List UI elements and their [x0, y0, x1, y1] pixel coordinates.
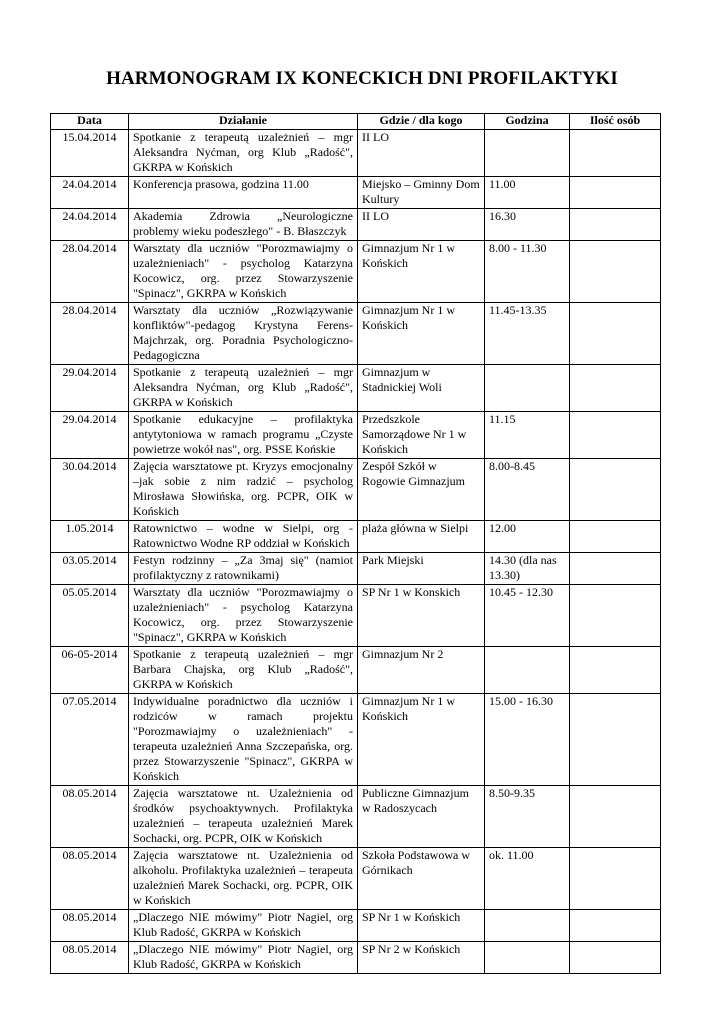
cell-where: Miejsko – Gminny Dom Kultury [358, 177, 485, 209]
cell-action: Ratownictwo – wodne w Sielpi, org - Ratownictwo Wodne RP oddział w Końskich [129, 521, 358, 553]
cell-date: 1.05.2014 [51, 521, 129, 553]
table-row [51, 303, 661, 365]
cell-time: 8.00 - 11.30 [485, 241, 570, 303]
cell-date: 08.05.2014 [51, 910, 129, 942]
cell-count [570, 910, 661, 942]
cell-action: Warsztaty dla uczniów „Rozwiązywanie konfliktów"-pedagog Krystyna Ferens-Majchrzak, org. Poradnia Psychologiczno-Pedagogiczna [129, 303, 358, 365]
cell-time: 11.45-13.35 [485, 303, 570, 365]
cell-where: Gimnazjum Nr 2 [358, 647, 485, 694]
cell-where: Zespół Szkół w Rogowie Gimnazjum [358, 459, 485, 521]
cell-action: Zajęcia warsztatowe nt. Uzależnienia od alkoholu. Profilaktyka uzależnień – terapeuta uzależnień Marek Sochacki, org. PCPR, OIK w Końskich [129, 848, 358, 910]
cell-action: Spotkanie z terapeutą uzależnień – mgr Barbara Chajska, org Klub „Radość", GKRPA w Końskich [129, 647, 358, 694]
cell-where: Gimnazjum w Stadnickiej Woli [358, 365, 485, 412]
cell-where: II LO [358, 209, 485, 241]
table-body [51, 130, 661, 974]
cell-where: Park Miejski [358, 553, 485, 585]
cell-date: 06-05-2014 [51, 647, 129, 694]
cell-time: 11.00 [485, 177, 570, 209]
table-row [51, 647, 661, 694]
table-row [51, 848, 661, 910]
cell-count [570, 365, 661, 412]
cell-action: Spotkanie edukacyjne – profilaktyka antytytoniowa w ramach programu „Czyste powietrze wokół nas", org. PSSE Końskie [129, 412, 358, 459]
table-row [51, 177, 661, 209]
cell-where: Gimnazjum Nr 1 w Końskich [358, 694, 485, 786]
cell-action: Indywidualne poradnictwo dla uczniów i rodziców w ramach projektu "Porozmawiajmy o uzależnieniach" - terapeuta uzależnień Anna Szczepańska, org. przez Stowarzyszenie "Spinacz", GKRPA w Końskich [129, 694, 358, 786]
table-row [51, 694, 661, 786]
cell-where: Przedszkole Samorządowe Nr 1 w Końskich [358, 412, 485, 459]
table-row [51, 942, 661, 974]
cell-count [570, 177, 661, 209]
cell-action: Konferencja prasowa, godzina 11.00 [129, 177, 358, 209]
cell-date: 24.04.2014 [51, 177, 129, 209]
cell-action: Festyn rodzinny – „Za 3maj się" (namiot profilaktyczny z ratownikami) [129, 553, 358, 585]
cell-date: 29.04.2014 [51, 365, 129, 412]
cell-time [485, 130, 570, 177]
cell-time: 11.15 [485, 412, 570, 459]
column-header-date: Data [51, 114, 129, 130]
cell-where: Gimnazjum Nr 1 w Końskich [358, 303, 485, 365]
cell-count [570, 130, 661, 177]
cell-time: ok. 11.00 [485, 848, 570, 910]
cell-time: 8.50-9.35 [485, 786, 570, 848]
cell-where: SP Nr 1 w Końskich [358, 910, 485, 942]
schedule-table [50, 113, 661, 974]
cell-date: 08.05.2014 [51, 786, 129, 848]
cell-time: 8.00-8.45 [485, 459, 570, 521]
cell-where: Publiczne Gimnazjum w Radoszycach [358, 786, 485, 848]
table-row [51, 521, 661, 553]
cell-time [485, 647, 570, 694]
cell-where: SP Nr 1 w Konskich [358, 585, 485, 647]
cell-date: 28.04.2014 [51, 241, 129, 303]
cell-where: Szkoła Podstawowa w Górnikach [358, 848, 485, 910]
table-row [51, 209, 661, 241]
cell-action: „Dlaczego NIE mówimy" Piotr Nagiel, org Klub Radość, GKRPA w Końskich [129, 910, 358, 942]
table-row [51, 585, 661, 647]
cell-action: „Dlaczego NIE mówimy" Piotr Nagiel, org Klub Radość, GKRPA w Końskich [129, 942, 358, 974]
cell-time: 12.00 [485, 521, 570, 553]
cell-date: 30.04.2014 [51, 459, 129, 521]
cell-date: 28.04.2014 [51, 303, 129, 365]
cell-date: 07.05.2014 [51, 694, 129, 786]
cell-date: 15.04.2014 [51, 130, 129, 177]
cell-action: Akademia Zdrowia „Neurologiczne problemy wieku podeszłego" - B. Błaszczyk [129, 209, 358, 241]
cell-where: Gimnazjum Nr 1 w Końskich [358, 241, 485, 303]
cell-count [570, 848, 661, 910]
cell-date: 24.04.2014 [51, 209, 129, 241]
column-header-action: Działanie [129, 114, 358, 130]
table-row [51, 241, 661, 303]
table-row [51, 412, 661, 459]
cell-time [485, 365, 570, 412]
column-header-count: Ilość osób [570, 114, 661, 130]
cell-date: 05.05.2014 [51, 585, 129, 647]
cell-where: SP Nr 2 w Końskich [358, 942, 485, 974]
table-row [51, 786, 661, 848]
page-title: HARMONOGRAM IX KONECKICH DNI PROFILAKTYKI [106, 68, 618, 89]
cell-count [570, 209, 661, 241]
column-header-where: Gdzie / dla kogo [358, 114, 485, 130]
cell-time: 16.30 [485, 209, 570, 241]
cell-time [485, 910, 570, 942]
cell-date: 08.05.2014 [51, 942, 129, 974]
cell-action: Zajęcia warsztatowe nt. Uzależnienia od środków psychoaktywnych. Profilaktyka uzależnień – terapeuta uzależnień Marek Sochacki, org. PCPR, OIK w Końskich [129, 786, 358, 848]
cell-where: plaża główna w Sielpi [358, 521, 485, 553]
cell-count [570, 647, 661, 694]
column-header-time: Godzina [485, 114, 570, 130]
cell-count [570, 942, 661, 974]
cell-date: 29.04.2014 [51, 412, 129, 459]
table-row [51, 910, 661, 942]
cell-action: Spotkanie z terapeutą uzależnień – mgr Aleksandra Nyćman, org Klub „Radość", GKRPA w Końskich [129, 130, 358, 177]
cell-count [570, 786, 661, 848]
table-header-row [51, 114, 661, 130]
table-row [51, 365, 661, 412]
cell-count [570, 553, 661, 585]
cell-time: 14.30 (dla nas 13.30) [485, 553, 570, 585]
cell-count [570, 694, 661, 786]
cell-count [570, 241, 661, 303]
cell-time: 10.45 - 12.30 [485, 585, 570, 647]
cell-date: 03.05.2014 [51, 553, 129, 585]
cell-time: 15.00 - 16.30 [485, 694, 570, 786]
cell-action: Zajęcia warsztatowe pt. Kryzys emocjonalny –jak sobie z nim radzić – psycholog Mirosława Słowińska, org. PCPR, OIK w Końskich [129, 459, 358, 521]
table-row [51, 553, 661, 585]
cell-action: Warsztaty dla uczniów "Porozmawiajmy o uzależnieniach" - psycholog Katarzyna Kocowicz, org. przez Stowarzyszenie "Spinacz", GKRPA w Końskich [129, 585, 358, 647]
table-row [51, 459, 661, 521]
table-row [51, 130, 661, 177]
cell-action: Warsztaty dla uczniów "Porozmawiajmy o uzależnieniach" - psycholog Katarzyna Kocowicz, org. przez Stowarzyszenie "Spinacz", GKRPA w Końskich [129, 241, 358, 303]
cell-count [570, 459, 661, 521]
cell-date: 08.05.2014 [51, 848, 129, 910]
cell-count [570, 521, 661, 553]
cell-action: Spotkanie z terapeutą uzależnień – mgr Aleksandra Nyćman, org Klub „Radość", GKRPA w Końskich [129, 365, 358, 412]
cell-count [570, 585, 661, 647]
cell-count [570, 303, 661, 365]
cell-time [485, 942, 570, 974]
cell-where: II LO [358, 130, 485, 177]
cell-count [570, 412, 661, 459]
